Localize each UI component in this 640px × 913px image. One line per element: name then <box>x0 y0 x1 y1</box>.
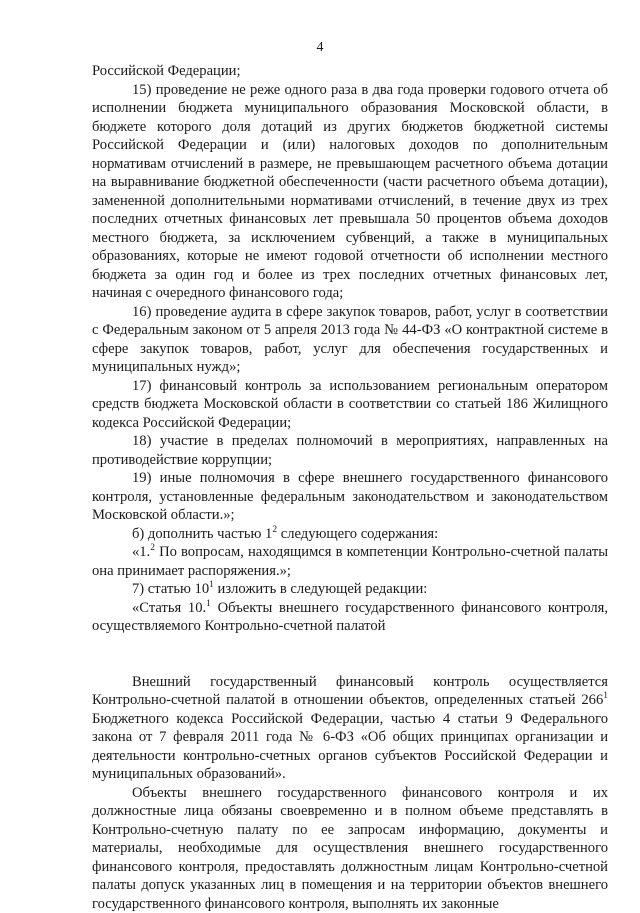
text-run: Объекты внешнего государственного финансового контроля, осуществляемого Контрольно-счетной палатой <box>92 600 608 635</box>
text-run: «1. <box>132 544 150 560</box>
spacer <box>92 636 608 673</box>
article-heading <box>92 599 608 636</box>
text-run: б) дополнить частью 1 <box>132 526 272 542</box>
superscript: 2 <box>150 543 155 553</box>
paragraph-item-19: 19) иные полномочия в сфере внешнего государственного финансового контроля, установленные федеральным законодательством и законодательством Московской области.»; <box>92 469 608 525</box>
superscript: 1 <box>209 580 214 590</box>
text-run: 7) статью 10 <box>132 581 209 597</box>
text-run: Внешний государственный финансовый контроль осуществляется Контрольно-счетной палатой в отношении объектов, определенных статьей 266 <box>92 674 608 709</box>
text-run: следующего содержания: <box>277 526 438 542</box>
text-run: По вопросам, находящимся в компетенции Контрольно-счетной палаты она принимает распоряжения.»; <box>92 544 608 579</box>
text-run: Бюджетного кодекса Российской Федерации, частью 4 статьи 9 Федерального закона от 7 февраля 2011 года № 6-ФЗ «Об общих принципах организации и деятельности контрольно-счетных органов субъектов Российской Федерации и муниципальных образований». <box>92 711 608 783</box>
superscript: 1 <box>206 599 211 609</box>
text-run: «Статья 10. <box>132 600 206 616</box>
paragraph-item-7 <box>92 580 608 599</box>
superscript: 1 <box>603 691 608 701</box>
paragraph-quote-part <box>92 543 608 580</box>
paragraph-continuation: Российской Федерации; <box>92 62 608 81</box>
page-number: 4 <box>0 40 640 56</box>
paragraph-item-16: 16) проведение аудита в сфере закупок товаров, работ, услуг в соответствии с Федеральным законом от 5 апреля 2013 года № 44-ФЗ «О контрактной системе в сфере закупок товаров, работ, услуг для обеспечения государственных и муниципальных нужд»; <box>92 303 608 377</box>
paragraph-item-15: 15) проведение не реже одного раза в два года проверки годового отчета об исполнении бюджета муниципального образования Московской области, в бюджете которого доля дотаций из других бюджетов бюджетной системы Российской Федерации и (или) налоговых доходов по дополнительным нормативам отчислений в размере, не превышающем расчетного объема дотации на выравнивание бюджетной обеспеченности (части расчетного объема дотации), замененной дополнительными нормативами отчислений, в течение двух из трех последних отчетных финансовых лет превышала 50 процентов объема доходов местного бюджета, за исключением субвенций, а также в муниципальных образованиях, которые не имеют годовой отчетности об исполнении местного бюджета за один год и более из трех последних отчетных финансовых лет, начиная с очередного финансового года; <box>92 81 608 303</box>
superscript: 2 <box>272 525 277 535</box>
paragraph-amendment-b <box>92 525 608 544</box>
paragraph-external-control <box>92 673 608 784</box>
paragraph-item-18: 18) участие в пределах полномочий в мероприятиях, направленных на противодействие коррупции; <box>92 432 608 469</box>
document-body <box>92 62 608 913</box>
paragraph-control-objects: Объекты внешнего государственного финансового контроля и их должностные лица обязаны своевременно и в полном объеме представлять в Контрольно-счетную палату по ее запросам информацию, документы и материалы, необходимые для осуществления внешнего государственного финансового контроля, предоставлять должностным лицам Контрольно-счетной палаты допуск указанных лиц в помещения и на территории объектов внешнего государственного финансового контроля, выполнять их законные <box>92 784 608 913</box>
paragraph-item-17: 17) финансовый контроль за использованием региональным оператором средств бюджета Московской области в соответствии со статьей 186 Жилищного кодекса Российской Федерации; <box>92 377 608 433</box>
text-run: изложить в следующей редакции: <box>214 581 427 597</box>
